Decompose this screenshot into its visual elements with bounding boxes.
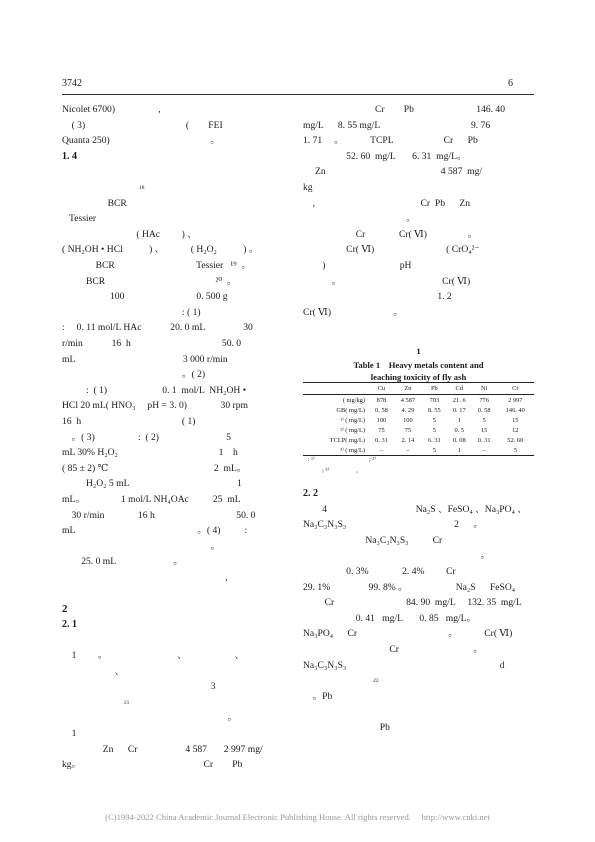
text-line: 29. 1% 99. 8% 。 Na₂S FeSO₄: [303, 581, 516, 593]
table-header-cell: Cd: [447, 383, 472, 395]
table-cell: 100: [403, 416, 413, 424]
text-line: BCR Tessier ¹⁹ 。: [62, 260, 251, 271]
text-line: Pb: [303, 722, 390, 733]
text-line: : ( 1) 0. 1 mol/L NH₂OH •: [62, 384, 247, 396]
subsection-heading: 2. 1: [62, 618, 77, 630]
table-row: [303, 435, 534, 445]
section-heading: 2: [62, 603, 68, 616]
table-cell: 1: [457, 416, 461, 424]
text-line: Na₃C₃N₃S₃ d: [303, 659, 505, 671]
text-line: 、: [62, 665, 125, 677]
text-line: 52. 60 mg/L 6. 31 mg/L。: [303, 150, 467, 162]
text-line: mg/L 8. 55 mg/L 9. 76: [303, 119, 491, 131]
table-subtitle: leaching toxicity of fly ash: [370, 372, 467, 382]
text-line: HCl 20 mL( HNO₃ pH = 3. 0) 30 rpm: [62, 400, 248, 412]
table-cell: 0. 31: [477, 436, 491, 444]
table-cell: 75: [404, 426, 412, 434]
text-line: BCR: [62, 197, 127, 209]
text-line: 。Pb: [303, 690, 333, 702]
text-line: 1. 2: [303, 291, 452, 303]
text-line: ( HAc ) 、: [62, 228, 197, 240]
text-line: ( 85 ± 2) ℃ 2 mL。: [62, 462, 247, 474]
text-line: Na₃C₃N₃S₃ Cr: [303, 534, 443, 546]
copyright-footer: (C)1994-2022 China Academic Journal Electronic Publishing House. All rights reserved. http://www.cnki.net: [105, 812, 490, 822]
page-number: 3742: [62, 78, 82, 89]
table-cell: ³⁾ ( mg/L): [303, 445, 369, 456]
text-line: Zn Cr 4 587 2 997 mg/: [62, 743, 263, 755]
heavy-metals-table: [303, 382, 534, 456]
table-cell: ( mg/kg): [342, 396, 365, 404]
table-cell: 100: [376, 416, 387, 424]
text-line: Cr Pb 146. 40: [303, 104, 506, 115]
text-line: ,: [62, 572, 228, 583]
text-line: Cr 84. 90 mg/L 132. 35 mg/L: [303, 597, 522, 609]
table-cell: 2. 14: [401, 436, 415, 444]
table-cell: 8. 55: [427, 406, 441, 414]
text-line: , Cr Pb Zn: [303, 197, 471, 209]
text-line: Na₃C₃N₃S₃ 2 。: [303, 519, 483, 531]
text-line: r/min 16 h 50. 0: [62, 338, 242, 349]
table-cell: 1: [447, 445, 472, 456]
table-header-cell: Pb: [422, 383, 447, 395]
table-note: : ¹⁾ ; ²⁾: [303, 456, 376, 463]
table-cell: 15: [480, 426, 488, 434]
text-line: kg。 Cr Pb: [62, 759, 243, 771]
table-cell: 12: [512, 426, 519, 434]
text-line: 1. 71 。 TCPL Cr Pb: [303, 135, 478, 147]
table-cell: 6. 31: [427, 436, 441, 444]
table-cell: 0. 17: [452, 406, 466, 414]
subsection-heading: 1. 4: [62, 150, 77, 162]
text-line: Zn 4 587 mg/: [303, 166, 483, 178]
table-number: 1: [416, 346, 421, 356]
text-line: 。: [303, 550, 491, 562]
table-cell: ¹⁾ ( mg/L): [340, 417, 365, 424]
citation-mark: 18: [62, 185, 145, 191]
text-line: 16 h ( 1): [62, 416, 196, 427]
table-cell: 776: [479, 396, 489, 404]
table-header-cell: Ni: [472, 383, 497, 395]
table-cell: 15: [512, 416, 519, 424]
table-cell: 4. 29: [401, 406, 415, 414]
text-line: Quanta 250) 。: [62, 135, 221, 147]
table-header-row: [303, 383, 534, 395]
text-line: mL。 1 mol/L NH₄OAc 25 mL: [62, 494, 241, 505]
text-line: 0. 3% 2. 4% Cr: [303, 566, 456, 577]
table-row: [303, 415, 534, 425]
table-note: ; ³⁾ ,: [303, 467, 358, 474]
citation-mark: 21: [62, 699, 130, 706]
table-cell: 5: [497, 445, 534, 456]
table-row: [303, 395, 534, 406]
text-line: 。: [303, 213, 416, 225]
citation-mark: 22: [303, 678, 379, 685]
table-cell: 5: [482, 416, 486, 424]
table-title: Table 1 Heavy metals content and: [353, 360, 484, 370]
table-row: [303, 425, 534, 435]
text-line: Tessier: [62, 213, 97, 225]
text-line: 。 Cr( Ⅵ): [303, 275, 471, 287]
text-line: 1: [62, 728, 77, 739]
table-cell: 5: [432, 426, 436, 434]
text-line: : ( 1): [62, 306, 201, 318]
text-line: Cr( Ⅵ) 。: [303, 306, 403, 318]
table-cell: 4 587: [400, 396, 416, 404]
subsection-heading: 2. 2: [303, 488, 318, 499]
running-header-mark: 6: [508, 78, 513, 89]
table-cell: 21. 6: [452, 396, 466, 404]
text-line: 。( 3) : ( 2) 5: [62, 431, 231, 443]
text-line: Cr( Ⅵ) ( CrO₄²⁻: [303, 244, 480, 256]
text-line: 。: [62, 540, 221, 552]
table-cell: 0. 5: [454, 426, 465, 434]
table-cell: ²⁾ ( mg/L): [340, 427, 365, 434]
table-cell: –: [369, 445, 394, 456]
text-line: mL 30% H₂O₂ 1 h: [62, 447, 238, 459]
table-row: [303, 405, 534, 415]
text-line: Cr 。: [303, 644, 483, 655]
text-line: ) pH: [303, 260, 412, 271]
text-line: ( NH₂OH • HCl ) 、 ( H₂O₂ ) 。: [62, 244, 259, 256]
text-line: Cr Cr( Ⅵ) 。: [303, 228, 478, 240]
table-header-cell: Cr: [497, 383, 534, 395]
text-line: 。: [62, 712, 238, 724]
text-line: 。( 2): [62, 369, 206, 381]
text-line: 25. 0 mL 。: [62, 556, 183, 568]
text-line: : 0. 11 mol/L HAc 20. 0 mL 30: [62, 322, 253, 334]
text-line: Nicolet 6700) ,: [62, 104, 161, 115]
table-cell: 878: [376, 396, 387, 404]
text-line: 1 。 、 、: [62, 650, 245, 661]
header-rule: [62, 94, 534, 95]
table-cell: –: [472, 445, 497, 456]
table-cell: 5: [422, 445, 447, 456]
table-header-cell: [303, 383, 369, 395]
table-cell: 5: [432, 416, 436, 424]
text-line: 3: [62, 681, 216, 693]
table-cell: 0. 08: [452, 436, 466, 444]
table-cell: 0. 58: [375, 406, 388, 414]
table-cell: 52. 60: [507, 436, 524, 444]
table-cell: 2 997: [508, 396, 523, 404]
text-line: H₂O₂ 5 mL 1: [62, 478, 242, 490]
table-cell: GB( mg/L): [336, 406, 365, 414]
table-cell: 0. 31: [375, 436, 388, 444]
table-header-cell: Cu: [369, 383, 394, 395]
table-header-cell: Zn: [394, 383, 422, 395]
table-cell: 0. 58: [477, 406, 491, 414]
text-line: mL 3 000 r/min: [62, 353, 228, 365]
text-line: ( 3) ( FEI: [62, 119, 223, 131]
text-line: mL 。( 4) :: [62, 525, 248, 537]
table-cell: –: [394, 445, 422, 456]
text-line: Na₃PO₄ Cr 。 Cr( Ⅵ): [303, 628, 513, 640]
text-line: BCR ²⁰ 。: [62, 275, 237, 287]
table-cell: 75: [378, 426, 385, 434]
table-cell: TCLP( mg/L): [329, 436, 365, 444]
table-cell: 146. 40: [505, 406, 525, 414]
text-line: 4 Na₂S 、FeSO₄ 、Na₃PO₄ 、: [303, 503, 527, 515]
text-line: 100 0. 500 g: [62, 291, 228, 303]
text-line: 30 r/min 16 h 50. 0: [62, 509, 256, 521]
text-line: kg: [303, 182, 313, 193]
table-cell: 703: [429, 396, 440, 404]
text-line: 0. 41 mg/L 0. 85 mg/L。: [303, 612, 477, 624]
